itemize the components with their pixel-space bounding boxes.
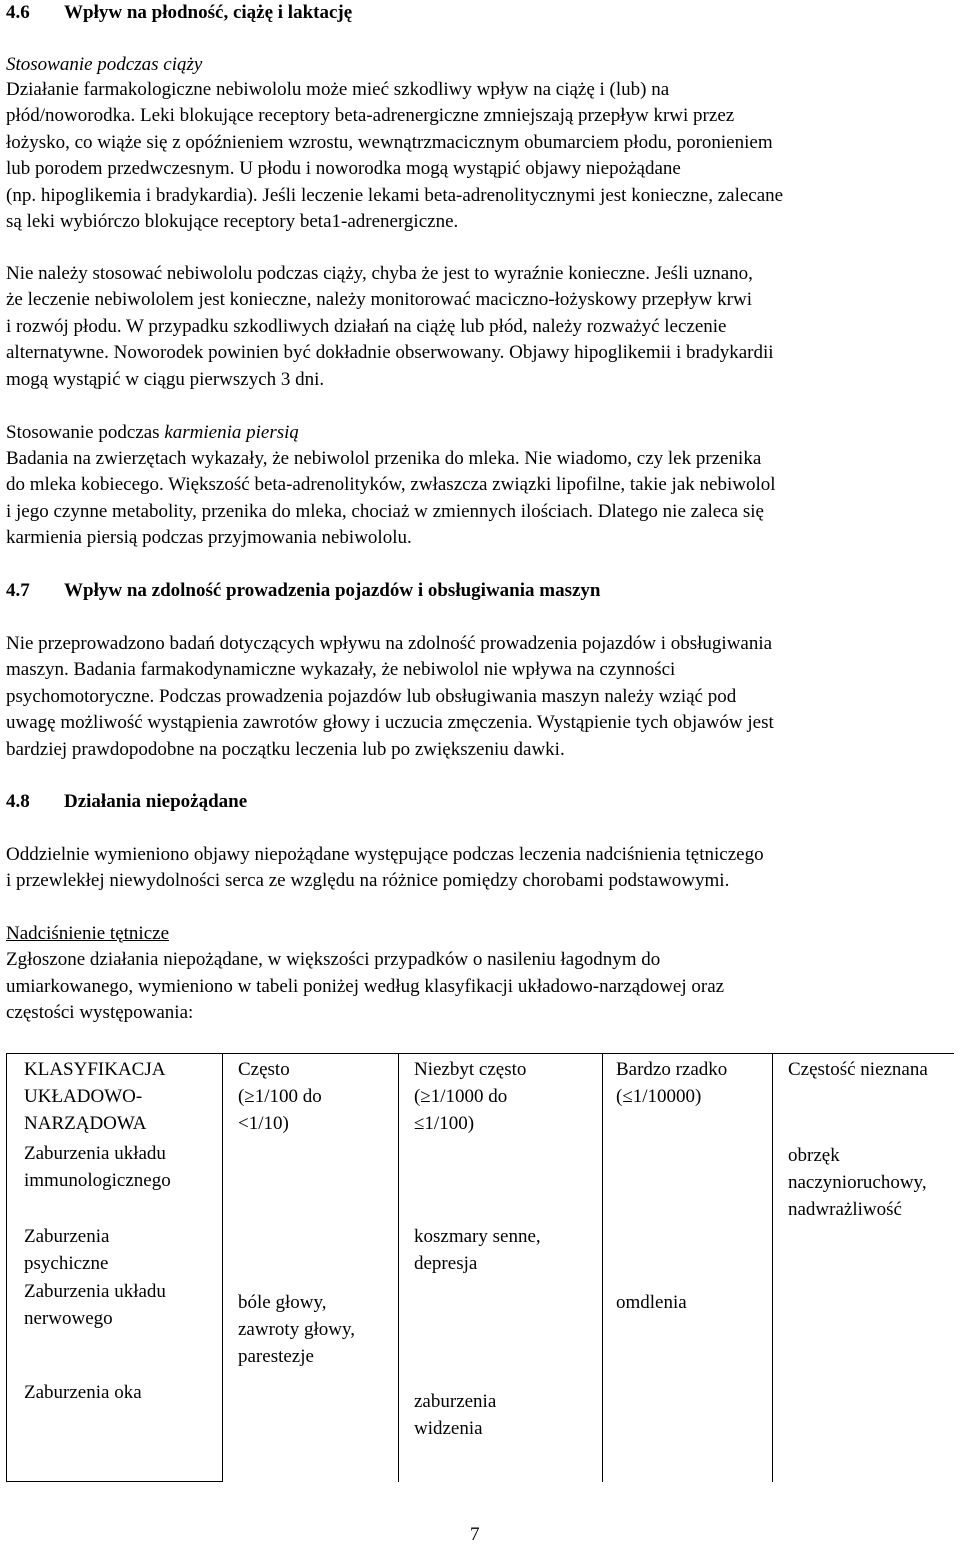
table-header-cell: Częstość nieznana [788, 1059, 928, 1080]
paragraph-line: częstości występowania: [6, 1002, 194, 1023]
adverse-effects-table [6, 1053, 954, 1482]
section-number: 4.6 [6, 2, 30, 23]
paragraph-line: i przewlekłej niewydolności serca ze względu na różnice pomiędzy chorobami podstawowymi. [6, 870, 730, 891]
paragraph-line: mogą wystąpić w ciągu pierwszych 3 dni. [6, 369, 325, 390]
subheading-breastfeeding [6, 420, 299, 447]
paragraph-line: Zgłoszone działania niepożądane, w większości przypadków o nasileniu łagodnym do [6, 949, 661, 970]
subheading-pregnancy: Stosowanie podczas ciąży [6, 54, 203, 75]
table-border [222, 1054, 223, 1482]
section-title: Wpływ na zdolność prowadzenia pojazdów i obsługiwania maszyn [64, 580, 601, 601]
table-cell: Zaburzenia psychiczne [24, 1226, 110, 1274]
table-border [6, 1481, 222, 1482]
paragraph-line: alternatywne. Noworodek powinien być dokładnie obserwowany. Objawy hipoglikemii i bradykardii [6, 342, 774, 363]
paragraph-line: Badania na zwierzętach wykazały, że nebiwolol przenika do mleka. Nie wiadomo, czy lek przenika [6, 448, 762, 469]
paragraph-line: są leki wybiórczo blokujące receptory beta1-adrenergiczne. [6, 211, 459, 232]
subheading-hypertension: Nadciśnienie tętnicze [6, 923, 170, 944]
section-4-6-heading [6, 0, 352, 27]
paragraph-line: i jego czynne metabolity, przenika do mleka, chociaż w zmiennych ilościach. Dlatego nie zaleca się [6, 501, 764, 522]
table-border [6, 1054, 7, 1482]
paragraph-line: Nie należy stosować nebiwololu podczas ciąży, chyba że jest to wyraźnie konieczne. Jeśli uznano, [6, 263, 753, 284]
table-cell: omdlenia [616, 1292, 687, 1313]
paragraph-line: Oddzielnie wymieniono objawy niepożądane występujące podczas leczenia nadciśnienia tętniczego [6, 844, 764, 865]
paragraph-line: uwagę możliwość wystąpienia zawrotów głowy i uczucia zmęczenia. Wystąpienie tych objawów jest [6, 712, 774, 733]
paragraph-line: (np. hipoglikemia i bradykardia). Jeśli leczenie lekami beta-adrenolitycznymi jest konieczne, zalecane [6, 185, 784, 206]
table-cell: koszmary senne, depresja [414, 1226, 541, 1274]
paragraph-line: umiarkowanego, wymieniono w tabeli poniżej według klasyfikacji układowo-narządowej oraz [6, 976, 725, 997]
paragraph-line: karmienia piersią podczas przyjmowania nebiwololu. [6, 527, 412, 548]
table-cell: Zaburzenia układu nerwowego [24, 1281, 166, 1329]
section-number: 4.7 [6, 580, 30, 601]
table-header-cell: KLASYFIKACJA UKŁADOWO- NARZĄDOWA [24, 1059, 166, 1134]
table-cell: Zaburzenia układu immunologicznego [24, 1143, 171, 1191]
paragraph-line: maszyn. Badania farmakodynamiczne wykazały, że nebiwolol nie wpływa na czynności [6, 659, 676, 680]
section-title: Wpływ na płodność, ciążę i laktację [64, 2, 353, 23]
section-4-8-heading [6, 789, 247, 816]
paragraph-line: że leczenie nebiwololem jest konieczne, należy monitorować maciczno-łożyskowy przepływ krwi [6, 289, 752, 310]
paragraph-line: i rozwój płodu. W przypadku szkodliwych działań na ciążę lub płód, należy rozważyć leczenie [6, 316, 727, 337]
page-number: 7 [470, 1524, 480, 1545]
table-header-cell: Bardzo rzadko (≤1/10000) [616, 1059, 728, 1107]
table-border [602, 1054, 603, 1482]
paragraph-line: płód/noworodka. Leki blokujące receptory beta-adrenergiczne zmniejszają przepływ krwi przez [6, 105, 735, 126]
subheading-italic-text: karmienia piersią [164, 422, 299, 443]
table-cell: obrzęk naczynioruchowy, nadwrażliwość [788, 1145, 927, 1220]
table-header-cell: Często (≥1/100 do <1/10) [238, 1059, 322, 1134]
table-cell: Zaburzenia oka [24, 1382, 142, 1403]
paragraph-line: bardziej prawdopodobne na początku leczenia lub po zwiększeniu dawki. [6, 739, 565, 760]
paragraph-line: Działanie farmakologiczne nebiwololu może mieć szkodliwy wpływ na ciążę i (lub) na [6, 79, 670, 100]
paragraph-line: Nie przeprowadzono badań dotyczących wpływu na zdolność prowadzenia pojazdów i obsługiwania [6, 633, 773, 654]
section-title: Działania niepożądane [64, 791, 248, 812]
table-cell: zaburzenia widzenia [414, 1391, 497, 1439]
section-number: 4.8 [6, 791, 30, 812]
paragraph-line: do mleka kobiecego. Większość beta-adrenolityków, zwłaszcza związki lipofilne, takie jak nebiwolol [6, 474, 776, 495]
table-header-cell: Niezbyt często (≥1/1000 do ≤1/100) [414, 1059, 527, 1134]
paragraph-line: lub porodem przedwczesnym. U płodu i noworodka mogą wystąpić objawy niepożądane [6, 158, 681, 179]
section-4-7-heading [6, 578, 600, 605]
table-border [772, 1054, 773, 1482]
paragraph-line: łożysko, co wiąże się z opóźnieniem wzrostu, wewnątrzmacicznym obumarciem płodu, poronieniem [6, 132, 773, 153]
table-border [398, 1054, 399, 1482]
table-cell: bóle głowy, zawroty głowy, parestezje [238, 1292, 355, 1367]
subheading-text: Stosowanie podczas [6, 422, 165, 443]
paragraph-line: psychomotoryczne. Podczas prowadzenia pojazdów lub obsługiwania maszyn należy wziąć pod [6, 686, 737, 707]
